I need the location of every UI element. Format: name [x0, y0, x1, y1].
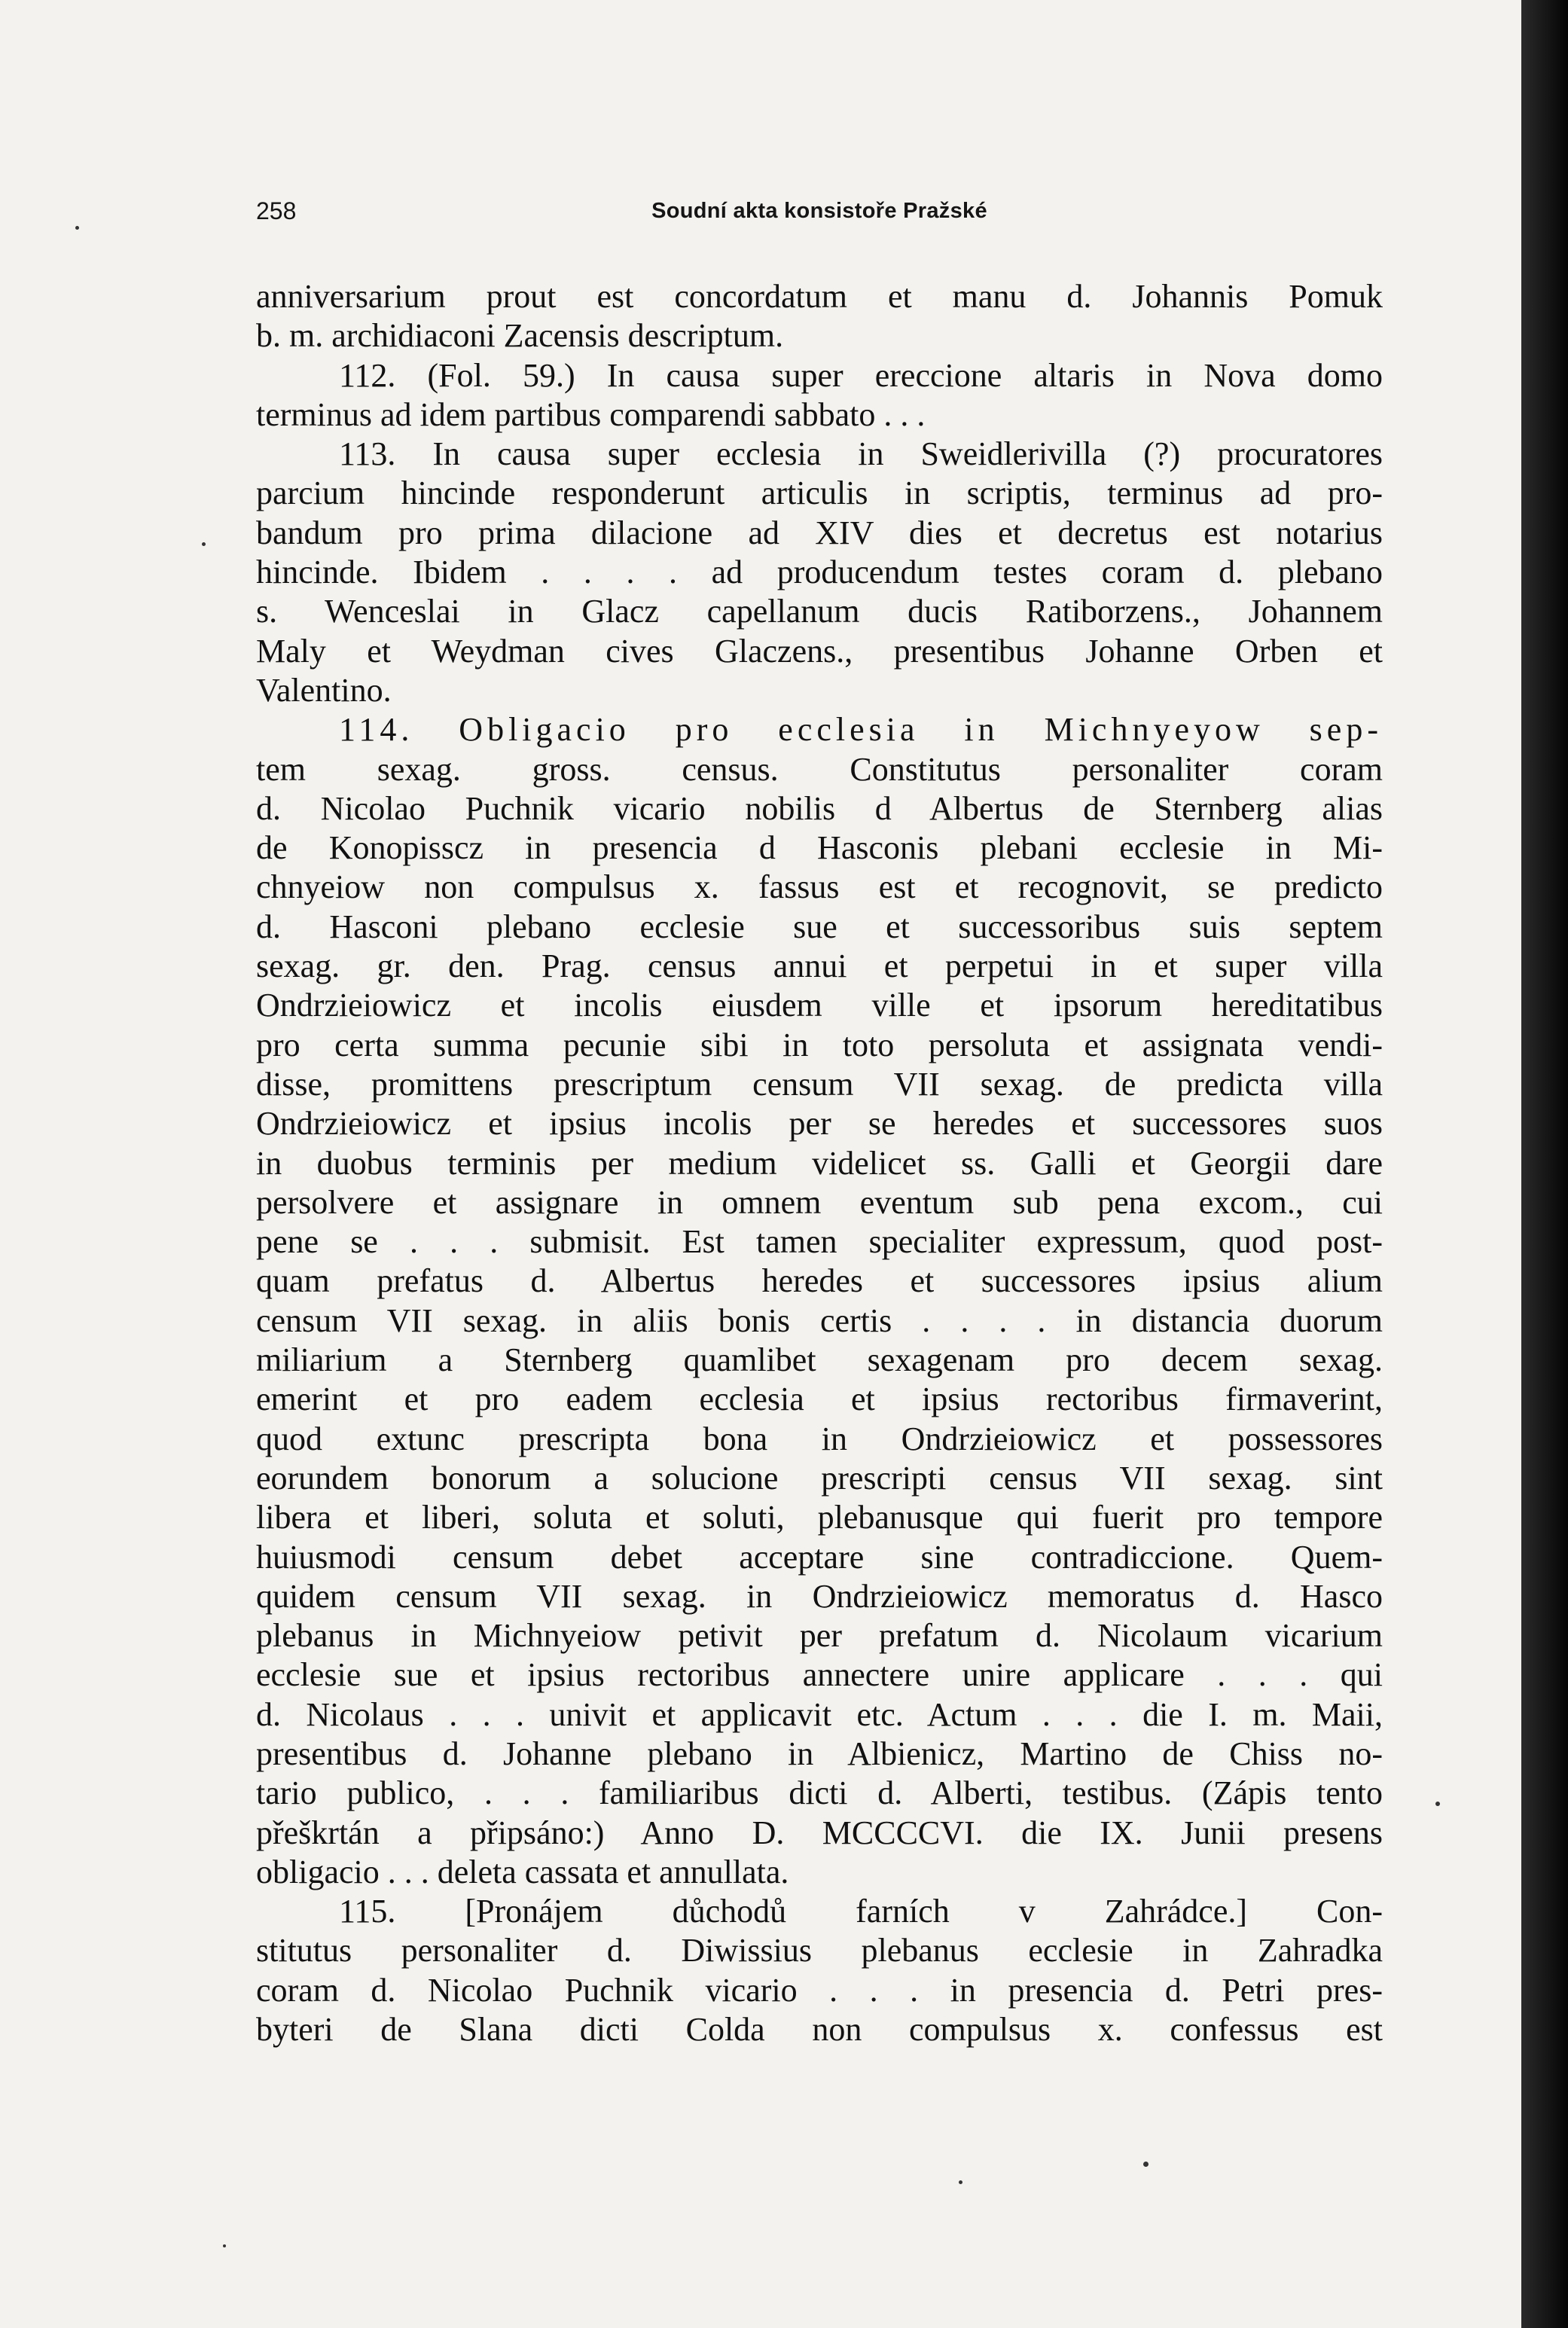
page-number: 258 — [256, 197, 297, 224]
text-line: tario publico, . . . familiaribus dicti d. Alberti, testibus. (Zápis tento — [256, 1774, 1383, 1812]
text-line: quod extunc prescripta bona in Ondrzieiowicz et possessores — [256, 1420, 1383, 1457]
text-line: quidem censum VII sexag. in Ondrzieiowicz memoratus d. Hasco — [256, 1577, 1383, 1615]
page-edge-shadow — [1521, 0, 1568, 2328]
text-line: terminus ad idem partibus comparendi sabbato . . . — [256, 395, 926, 433]
scan-speck — [1435, 1802, 1440, 1806]
text-line: emerint et pro eadem ecclesia et ipsius rectoribus firmaverint, — [256, 1381, 1383, 1418]
text-line: censum VII sexag. in aliis bonis certis . . . . in distancia duorum — [256, 1301, 1383, 1339]
text-line: hincinde. Ibidem . . . . ad producendum testes coram d. plebano — [256, 554, 1383, 591]
text-line: obligacio . . . deleta cassata et annullata. — [256, 1853, 789, 1890]
text-line: chnyeiow non compulsus x. fassus est et recognovit, se predicto — [256, 868, 1383, 906]
text-line: Ondrzieiowicz et incolis eiusdem ville et ipsorum hereditatibus — [256, 987, 1383, 1024]
text-line: 112. (Fol. 59.) In causa super ereccione altaris in Nova domo — [339, 356, 1383, 394]
text-line: presentibus d. Johanne plebano in Albienicz, Martino de Chiss no- — [256, 1735, 1383, 1772]
text-line: sexag. gr. den. Prag. census annui et perpetui in et super villa — [256, 947, 1383, 985]
text-line: huiusmodi censum debet acceptare sine contradiccione. Quem- — [256, 1538, 1383, 1576]
text-line: in duobus terminis per medium videlicet ss. Galli et Georgii dare — [256, 1144, 1383, 1182]
text-line: d. Nicolaus . . . univit et applicavit etc. Actum . . . die I. m. Maii, — [256, 1695, 1383, 1733]
text-line: přeškrtán a připsáno:) Anno D. MCCCCVI. die IX. Junii presens — [256, 1814, 1383, 1851]
text-line: d. Nicolao Puchnik vicario nobilis d Albertus de Sternberg alias — [256, 789, 1383, 827]
page-header — [256, 197, 1383, 230]
text-line: quam prefatus d. Albertus heredes et successores ipsius alium — [256, 1262, 1383, 1300]
text-line: s. Wenceslai in Glacz capellanum ducis Ratiborzens., Johannem — [256, 593, 1383, 630]
text-line: anniversarium prout est concordatum et manu d. Johannis Pomuk — [256, 278, 1383, 315]
text-line: tem sexag. gross. census. Constitutus personaliter coram — [256, 750, 1383, 788]
text-line: 115. [Pronájem důchodů farních v Zahrádce.] Con- — [339, 1893, 1383, 1930]
text-line: pro certa summa pecunie sibi in toto persoluta et assignata vendi- — [256, 1026, 1383, 1063]
text-line: pene se . . . submisit. Est tamen specialiter expressum, quod post- — [256, 1223, 1383, 1261]
text-line: plebanus in Michnyeiow petivit per prefatum d. Nicolaum vicarium — [256, 1617, 1383, 1655]
text-line: 113. In causa super ecclesia in Sweidlerivilla (?) procuratores — [339, 435, 1383, 473]
text-line: disse, promittens prescriptum censum VII sexag. de predicta villa — [256, 1065, 1383, 1103]
text-line: byteri de Slana dicti Colda non compulsus x. confessus est — [256, 2011, 1383, 2049]
text-line: coram d. Nicolao Puchnik vicario . . . in presencia d. Petri pres- — [256, 1971, 1383, 2009]
text-line: b. m. archidiaconi Zacensis descriptum. — [256, 317, 784, 355]
scan-speck — [202, 542, 206, 546]
text-line: Ondrzieiowicz et ipsius incolis per se heredes et successores suos — [256, 1105, 1383, 1143]
text-line: stitutus personaliter d. Diwissius plebanus ecclesie in Zahradka — [256, 1932, 1383, 1969]
text-line: ecclesie sue et ipsius rectoribus annectere unire applicare . . . qui — [256, 1656, 1383, 1694]
scan-speck — [959, 2180, 962, 2184]
text-line: de Konopisscz in presencia d Hasconis plebani ecclesie in Mi- — [256, 829, 1383, 867]
text-line: Valentino. — [256, 671, 392, 709]
text-line: bandum pro prima dilacione ad XIV dies et decretus est notarius — [256, 514, 1383, 551]
body-text — [256, 277, 1383, 2049]
text-line: parcium hincinde responderunt articulis in scriptis, terminus ad pro- — [256, 474, 1383, 512]
text-line: persolvere et assignare in omnem eventum sub pena excom., cui — [256, 1183, 1383, 1221]
scan-speck — [1143, 2162, 1149, 2167]
text-line: libera et liberi, soluta et soluti, plebanusque qui fuerit pro tempore — [256, 1499, 1383, 1536]
scan-speck — [75, 226, 79, 230]
scan-speck — [223, 2244, 226, 2247]
text-line: 114. Obligacio pro ecclesia in Michnyeyow sep- — [339, 711, 1383, 749]
text-line: miliarium a Sternberg quamlibet sexagenam pro decem sexag. — [256, 1341, 1383, 1379]
text-line: Maly et Weydman cives Glaczens., presentibus Johanne Orben et — [256, 632, 1383, 670]
running-title: Soudní akta konsistoře Pražské — [651, 199, 987, 223]
text-line: d. Hasconi plebano ecclesie sue et successoribus suis septem — [256, 908, 1383, 945]
text-line: eorundem bonorum a solucione prescripti census VII sexag. sint — [256, 1459, 1383, 1497]
